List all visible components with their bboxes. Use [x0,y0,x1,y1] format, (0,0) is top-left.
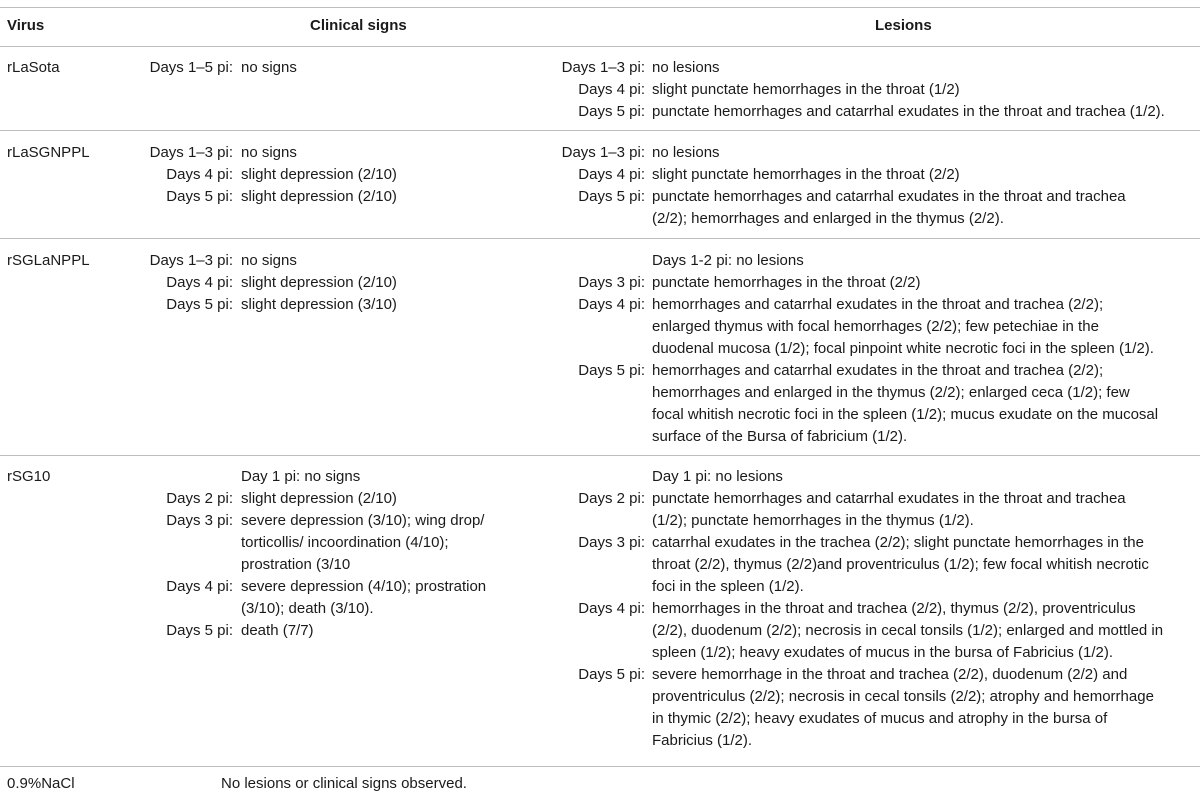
lesion-day-label: Days 4 pi: [578,296,645,313]
clinical-day-label: Days 5 pi: [166,188,233,205]
lesion-text: hemorrhages and enlarged in the thymus (2/2); enlarged ceca (1/2); few [652,384,1130,401]
lesion-text: foci in the spleen (1/2). [652,578,804,595]
lesion-text: punctate hemorrhages in the throat (2/2) [652,274,921,291]
clinical-day-label: Days 2 pi: [166,490,233,507]
row-rule [0,455,1200,456]
clinical-text: no signs [241,59,297,76]
lesion-text: no lesions [652,144,720,161]
clinical-day-label: Days 5 pi: [166,296,233,313]
lesion-day-label: Days 3 pi: [578,534,645,551]
clinical-day-label: Days 4 pi: [166,578,233,595]
lesion-text: punctate hemorrhages and catarrhal exudates in the throat and trachea [652,490,1126,507]
control-virus-name: 0.9%NaCl [7,775,75,792]
virus-name: rLaSGNPPL [7,144,90,161]
lesion-text: throat (2/2), thymus (2/2)and proventriculus (1/2); few focal whitish necrotic [652,556,1149,573]
header-rule [0,46,1200,47]
lesion-text: punctate hemorrhages and catarrhal exudates in the throat and trachea (1/2). [652,103,1165,120]
lesion-text: hemorrhages and catarrhal exudates in the throat and trachea (2/2); [652,296,1104,313]
lesion-text: proventriculus (2/2); necrosis in cecal tonsils (2/2); atrophy and hemorrhage [652,688,1154,705]
lesion-day-label: Days 5 pi: [578,188,645,205]
clinical-text: prostration (3/10 [241,556,351,573]
row-rule [0,130,1200,131]
clinical-day-label: Days 1–5 pi: [149,59,233,76]
lesion-text: Day 1 pi: no lesions [652,468,783,485]
lesion-text: severe hemorrhage in the throat and trachea (2/2), duodenum (2/2) and [652,666,1128,683]
header-lesions: Lesions [875,17,932,34]
clinical-text: slight depression (2/10) [241,490,397,507]
lesion-text: hemorrhages and catarrhal exudates in the throat and trachea (2/2); [652,362,1104,379]
lesion-day-label: Days 3 pi: [578,274,645,291]
clinical-text: slight depression (3/10) [241,296,397,313]
lesion-text: duodenal mucosa (1/2); focal pinpoint white necrotic foci in the spleen (1/2). [652,340,1154,357]
lesion-day-label: Days 1–3 pi: [561,59,645,76]
clinical-text: no signs [241,144,297,161]
clinical-day-label: Days 1–3 pi: [149,252,233,269]
lesion-day-label: Days 4 pi: [578,600,645,617]
row-rule [0,238,1200,239]
clinical-text: severe depression (3/10); wing drop/ [241,512,485,529]
table-top-rule [0,7,1200,8]
lesion-text: Fabricius (1/2). [652,732,753,749]
lesion-text: enlarged thymus with focal hemorrhages (2/2); few petechiae in the [652,318,1099,335]
clinical-text: torticollis/ incoordination (4/10); [241,534,449,551]
header-virus: Virus [7,17,45,34]
clinical-text: death (7/7) [241,622,314,639]
lesion-text: punctate hemorrhages and catarrhal exudates in the throat and trachea [652,188,1126,205]
clinical-text: slight depression (2/10) [241,166,397,183]
row-rule [0,766,1200,767]
clinical-day-label: Days 5 pi: [166,622,233,639]
lesion-text: focal whitish necrotic foci in the spleen (1/2); mucus exudate on the mucosal [652,406,1159,423]
clinical-day-label: Days 4 pi: [166,166,233,183]
clinical-text: Day 1 pi: no signs [241,468,361,485]
virus-name: rLaSota [7,59,60,76]
lesion-text: catarrhal exudates in the trachea (2/2); slight punctate hemorrhages in the [652,534,1144,551]
lesion-text: spleen (1/2); heavy exudates of mucus in the bursa of Fabricius (1/2). [652,644,1114,661]
clinical-day-label: Days 1–3 pi: [149,144,233,161]
clinical-day-label: Days 3 pi: [166,512,233,529]
lesion-text: hemorrhages in the throat and trachea (2/2), thymus (2/2), proventriculus [652,600,1136,617]
lesion-day-label: Days 1–3 pi: [561,144,645,161]
lesion-text: in thymic (2/2); heavy exudates of mucus and atrophy in the bursa of [652,710,1108,727]
lesion-text: (2/2), duodenum (2/2); necrosis in cecal tonsils (1/2); enlarged and mottled in [652,622,1164,639]
clinical-text: severe depression (4/10); prostration [241,578,487,595]
control-text: No lesions or clinical signs observed. [221,775,467,792]
lesion-day-label: Days 5 pi: [578,103,645,120]
clinical-day-label: Days 4 pi: [166,274,233,291]
lesion-text: surface of the Bursa of fabricium (1/2). [652,428,908,445]
lesion-text: (2/2); hemorrhages and enlarged in the thymus (2/2). [652,210,1004,227]
lesion-day-label: Days 5 pi: [578,666,645,683]
lesion-day-label: Days 2 pi: [578,490,645,507]
lesion-text: slight punctate hemorrhages in the throat (1/2) [652,81,960,98]
lesion-text: no lesions [652,59,720,76]
clinical-text: slight depression (2/10) [241,188,397,205]
lesion-text: Days 1-2 pi: no lesions [652,252,804,269]
lesion-text: slight punctate hemorrhages in the throat (2/2) [652,166,960,183]
clinical-text: no signs [241,252,297,269]
clinical-text: (3/10); death (3/10). [241,600,374,617]
clinical-text: slight depression (2/10) [241,274,397,291]
virus-name: rSG10 [7,468,51,485]
lesion-day-label: Days 4 pi: [578,81,645,98]
lesion-day-label: Days 4 pi: [578,166,645,183]
lesion-text: (1/2); punctate hemorrhages in the thymus (1/2). [652,512,974,529]
virus-name: rSGLaNPPL [7,252,90,269]
lesion-day-label: Days 5 pi: [578,362,645,379]
header-clinical-signs: Clinical signs [310,17,407,34]
